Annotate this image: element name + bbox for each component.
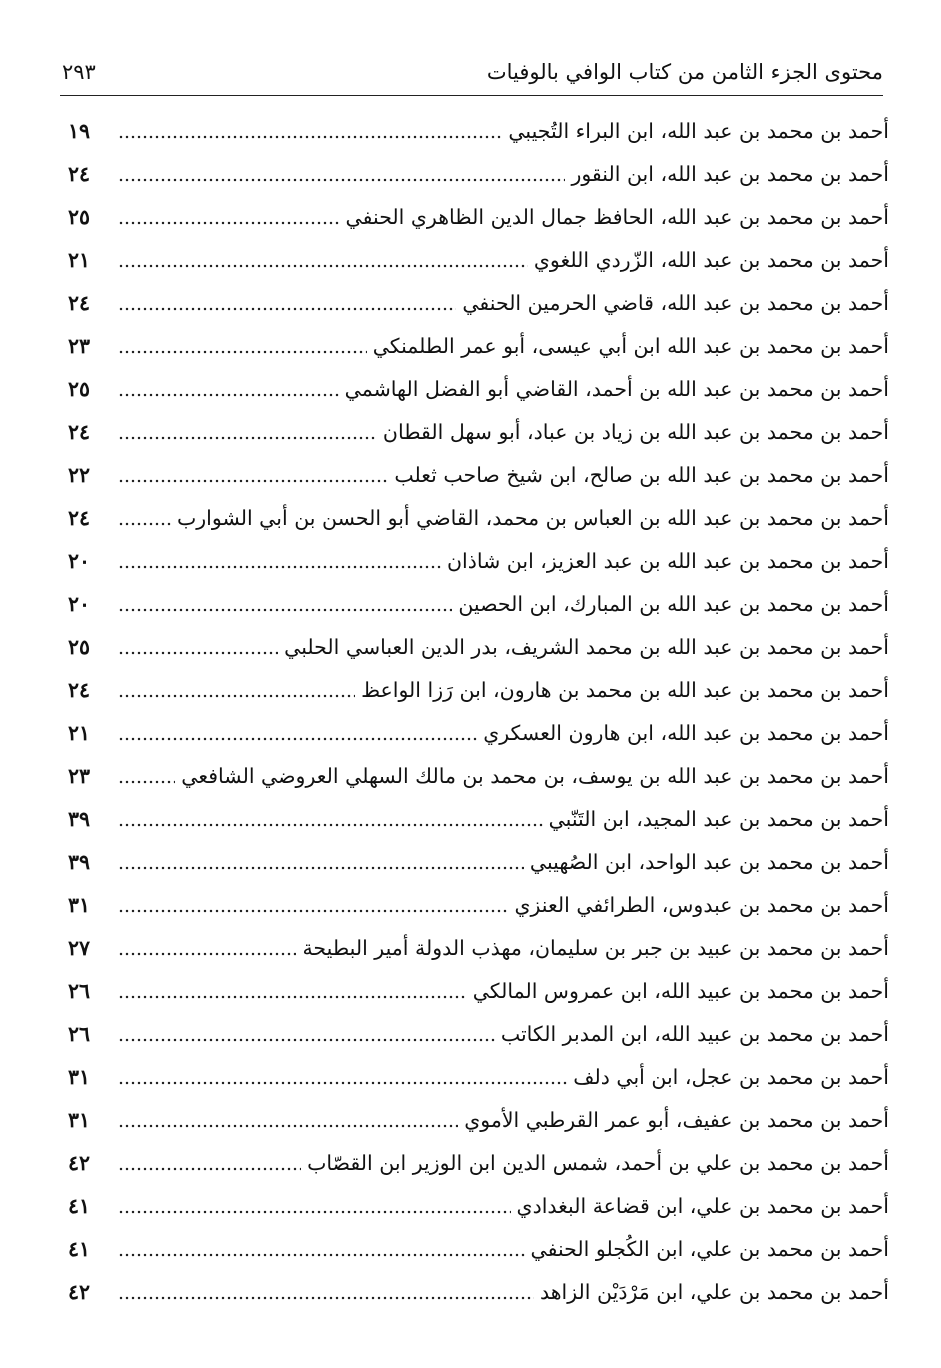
- entry-title: أحمد بن محمد بن عبد الله، ابن النقور: [571, 162, 889, 187]
- entry-title: أحمد بن محمد بن عبد الله بن محمد بن هارون، ابن رَزا الواعظ: [361, 678, 889, 703]
- entry-title: أحمد بن محمد بن عبدوس، الطرائفي العنزي: [514, 893, 889, 918]
- toc-entry: [68, 239, 889, 282]
- toc-entry: [68, 1056, 889, 1099]
- entry-page-number: ٢٦: [68, 1022, 91, 1047]
- entry-page-number: ٣٩: [68, 807, 91, 832]
- entry-page-number: ٢٠: [68, 549, 91, 574]
- toc-entry: [68, 282, 889, 325]
- dot-leader: [118, 780, 175, 784]
- entry-page-number: ٢٤: [68, 162, 91, 187]
- entry-page-number: ٢١: [68, 721, 91, 746]
- dot-leader: [118, 1038, 495, 1042]
- toc-entry: [68, 110, 889, 153]
- entry-title: أحمد بن محمد بن عبد الله، قاضي الحرمين الحنفي: [462, 291, 889, 316]
- entry-title: أحمد بن محمد بن عبد الواحد، ابن الصُهيبي: [529, 850, 889, 875]
- toc-entry: [68, 497, 889, 540]
- entry-title: أحمد بن محمد بن عجل، ابن أبي دلف: [573, 1065, 889, 1090]
- entry-title: أحمد بن محمد بن علي، ابن الكُجلو الحنفي: [530, 1237, 889, 1262]
- dot-leader: [118, 909, 508, 913]
- dot-leader: [118, 1124, 458, 1128]
- dot-leader: [118, 737, 477, 741]
- dot-leader: [118, 393, 339, 397]
- entry-page-number: ٤٢: [68, 1280, 91, 1305]
- toc-entry: [68, 153, 889, 196]
- entry-title: أحمد بن محمد بن عبد الله، ابن هارون العسكري: [483, 721, 889, 746]
- toc-entry: [68, 841, 889, 884]
- entry-page-number: ٢٥: [68, 635, 91, 660]
- entry-page-number: ٢٤: [68, 291, 91, 316]
- entry-page-number: ٤٢: [68, 1151, 91, 1176]
- entry-title: أحمد بن محمد بن عبد الله بن زياد بن عباد، أبو سهل القطان: [382, 420, 889, 445]
- dot-leader: [118, 651, 278, 655]
- entry-page-number: ٤١: [68, 1194, 91, 1219]
- toc-entry: [68, 325, 889, 368]
- entry-page-number: ٣١: [68, 1065, 91, 1090]
- entry-title: أحمد بن محمد بن عبيد الله، ابن المدبر الكاتب: [500, 1022, 889, 1047]
- entry-title: أحمد بن محمد بن عبد الله، الزّردي اللغوي: [533, 248, 889, 273]
- entry-page-number: ٢٤: [68, 420, 91, 445]
- toc-entry: [68, 755, 889, 798]
- entry-page-number: ٣١: [68, 1108, 91, 1133]
- dot-leader: [118, 565, 441, 569]
- dot-leader: [118, 307, 456, 311]
- toc-entry: [68, 1271, 889, 1314]
- toc-entry: [68, 1142, 889, 1185]
- dot-leader: [118, 221, 340, 225]
- dot-leader: [118, 952, 296, 956]
- entry-page-number: ٢٢: [68, 463, 91, 488]
- entry-title: أحمد بن محمد بن عبد الله بن أحمد، القاضي أبو الفضل الهاشمي: [344, 377, 889, 402]
- dot-leader: [118, 823, 543, 827]
- toc-entry: [68, 712, 889, 755]
- toc-entry: [68, 1185, 889, 1228]
- page-header: [62, 52, 883, 92]
- dot-leader: [118, 1081, 567, 1085]
- entry-title: أحمد بن محمد بن عبيد بن جبر بن سليمان، مهذب الدولة أمير البطيحة: [302, 936, 889, 961]
- entry-page-number: ٣١: [68, 893, 91, 918]
- entry-page-number: ٢٧: [68, 936, 91, 961]
- entry-title: أحمد بن محمد بن عبد الله بن يوسف، بن محمد بن مالك السهلي العروضي الشافعي: [181, 764, 889, 789]
- toc-entry: [68, 884, 889, 927]
- running-title: محتوى الجزء الثامن من كتاب الوافي بالوفيات: [486, 60, 883, 84]
- toc-entry: [68, 970, 889, 1013]
- entry-title: أحمد بن محمد بن عفيف، أبو عمر القرطبي الأموي: [464, 1108, 889, 1133]
- entry-title: أحمد بن محمد بن علي بن أحمد، شمس الدين ابن الوزير ابن القصّاب: [307, 1151, 889, 1176]
- entry-page-number: ٢٤: [68, 678, 91, 703]
- entry-page-number: ٢٠: [68, 592, 91, 617]
- toc-entry: [68, 454, 889, 497]
- toc-entry: [68, 927, 889, 970]
- dot-leader: [118, 522, 171, 526]
- entry-page-number: ٢٣: [68, 764, 91, 789]
- entry-page-number: ٢٦: [68, 979, 91, 1004]
- dot-leader: [118, 436, 377, 440]
- dot-leader: [118, 1296, 534, 1300]
- toc-entry: [68, 1013, 889, 1056]
- dot-leader: [118, 866, 524, 870]
- dot-leader: [118, 135, 502, 139]
- entry-page-number: ٢١: [68, 248, 91, 273]
- entry-title: أحمد بن محمد بن عبد الله بن عبد العزيز، ابن شاذان: [446, 549, 889, 574]
- table-of-contents: [68, 110, 889, 1314]
- entry-title: أحمد بن محمد بن عبد الله بن العباس بن محمد، القاضي أبو الحسن بن أبي الشوارب: [176, 506, 889, 531]
- entry-page-number: ٢٤: [68, 506, 91, 531]
- toc-entry: [68, 540, 889, 583]
- entry-title: أحمد بن محمد بن عبد الله، ابن البراء التُجيبي: [508, 119, 889, 144]
- dot-leader: [118, 995, 467, 999]
- toc-entry: [68, 196, 889, 239]
- toc-entry: [68, 798, 889, 841]
- entry-page-number: ١٩: [68, 119, 91, 144]
- toc-entry: [68, 626, 889, 669]
- dot-leader: [118, 608, 452, 612]
- entry-page-number: ٢٥: [68, 377, 91, 402]
- header-rule: [60, 95, 883, 96]
- entry-page-number: ٢٥: [68, 205, 91, 230]
- entry-title: أحمد بن محمد بن عبيد الله، ابن عمروس المالكي: [472, 979, 889, 1004]
- dot-leader: [118, 479, 388, 483]
- page-number: ٢٩٣: [62, 60, 96, 84]
- toc-entry: [68, 583, 889, 626]
- dot-leader: [118, 694, 355, 698]
- toc-entry: [68, 1228, 889, 1271]
- entry-title: أحمد بن محمد بن عبد الله بن المبارك، ابن الحصين: [458, 592, 889, 617]
- entry-title: أحمد بن محمد بن عبد الله بن صالح، ابن شيخ صاحب ثعلب: [394, 463, 889, 488]
- toc-entry: [68, 368, 889, 411]
- entry-title: أحمد بن محمد بن علي، ابن قضاعة البغدادي: [516, 1194, 889, 1219]
- entry-title: أحمد بن محمد بن عبد الله ابن أبي عيسى، أبو عمر الطلمنكي: [372, 334, 889, 359]
- entry-page-number: ٣٩: [68, 850, 91, 875]
- entry-title: أحمد بن محمد بن عبد الله بن محمد الشريف، بدر الدين العباسي الحلبي: [284, 635, 889, 660]
- entry-title: أحمد بن محمد بن عبد الله، الحافظ جمال الدين الظاهري الحنفي: [345, 205, 889, 230]
- entry-page-number: ٤١: [68, 1237, 91, 1262]
- dot-leader: [118, 1253, 525, 1257]
- toc-entry: [68, 669, 889, 712]
- dot-leader: [118, 350, 367, 354]
- toc-entry: [68, 1099, 889, 1142]
- dot-leader: [118, 264, 528, 268]
- toc-entry: [68, 411, 889, 454]
- dot-leader: [118, 1210, 511, 1214]
- entry-title: أحمد بن محمد بن علي، ابن مَرْدَيْن الزاهد: [539, 1280, 889, 1305]
- dot-leader: [118, 178, 565, 182]
- dot-leader: [118, 1167, 301, 1171]
- entry-title: أحمد بن محمد بن عبد المجيد، ابن التَنّبي: [548, 807, 889, 832]
- entry-page-number: ٢٣: [68, 334, 91, 359]
